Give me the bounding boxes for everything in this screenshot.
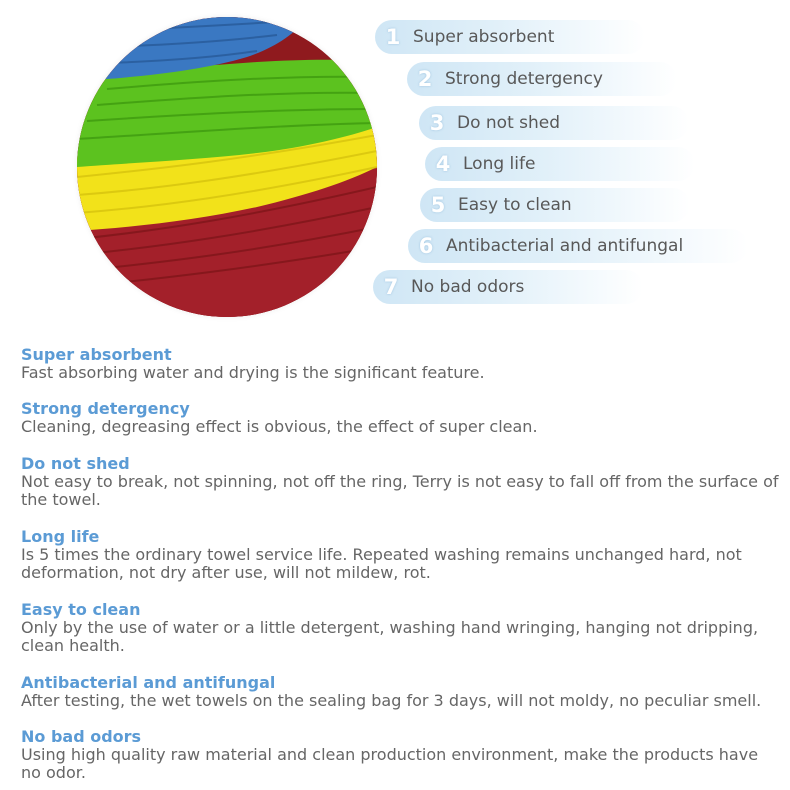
feature-item bbox=[21, 346, 781, 382]
badge-number: 6 bbox=[418, 234, 434, 258]
badge-label: Antibacterial and antifungal bbox=[446, 236, 684, 256]
badge-number: 4 bbox=[435, 152, 451, 176]
badge-label: Strong detergency bbox=[445, 69, 603, 89]
badge-label: No bad odors bbox=[411, 277, 525, 297]
feature-item bbox=[21, 674, 781, 710]
badge-label: Easy to clean bbox=[458, 195, 572, 215]
feature-item bbox=[21, 455, 781, 509]
hero-banner bbox=[0, 0, 790, 330]
feature-description: Fast absorbing water and drying is the significant feature. bbox=[21, 363, 485, 382]
feature-title: Antibacterial and antifungal bbox=[21, 673, 276, 692]
feature-item bbox=[21, 400, 781, 436]
badge-7 bbox=[373, 270, 643, 304]
feature-description: Is 5 times the ordinary towel service life. Repeated washing remains unchanged hard, not deformation, not dry after use, will not mildew, rot. bbox=[21, 545, 742, 582]
feature-title: Super absorbent bbox=[21, 345, 172, 364]
badge-1 bbox=[375, 20, 645, 54]
badge-number: 1 bbox=[385, 25, 401, 49]
feature-list bbox=[21, 346, 781, 782]
badge-number: 2 bbox=[417, 67, 433, 91]
badge-label: Super absorbent bbox=[413, 27, 555, 47]
badge-5 bbox=[420, 188, 690, 222]
badge-label: Long life bbox=[463, 154, 536, 174]
badge-number: 7 bbox=[383, 275, 399, 299]
feature-item bbox=[21, 601, 781, 655]
badge-number: 5 bbox=[430, 193, 446, 217]
feature-title: No bad odors bbox=[21, 727, 142, 746]
towel-stack-photo bbox=[77, 17, 377, 317]
feature-description: Only by the use of water or a little detergent, washing hand wringing, hanging not dripping, clean health. bbox=[21, 618, 759, 655]
feature-description: Using high quality raw material and clean production environment, make the products have no odor. bbox=[21, 745, 759, 782]
feature-title: Do not shed bbox=[21, 454, 130, 473]
feature-title: Easy to clean bbox=[21, 600, 141, 619]
badge-number: 3 bbox=[429, 111, 445, 135]
badge-4 bbox=[425, 147, 695, 181]
towel-stack-image bbox=[77, 17, 377, 317]
badge-label: Do not shed bbox=[457, 113, 561, 133]
badge-2 bbox=[407, 62, 677, 96]
feature-title: Long life bbox=[21, 527, 100, 546]
feature-item bbox=[21, 528, 781, 582]
feature-description: After testing, the wet towels on the sealing bag for 3 days, will not moldy, no peculiar smell. bbox=[21, 691, 762, 710]
feature-description: Not easy to break, not spinning, not off the ring, Terry is not easy to fall off from the surface of the towel. bbox=[21, 472, 779, 509]
feature-description: Cleaning, degreasing effect is obvious, the effect of super clean. bbox=[21, 417, 538, 436]
badge-6 bbox=[408, 229, 748, 263]
feature-item bbox=[21, 728, 781, 782]
badge-3 bbox=[419, 106, 689, 140]
feature-title: Strong detergency bbox=[21, 399, 190, 418]
